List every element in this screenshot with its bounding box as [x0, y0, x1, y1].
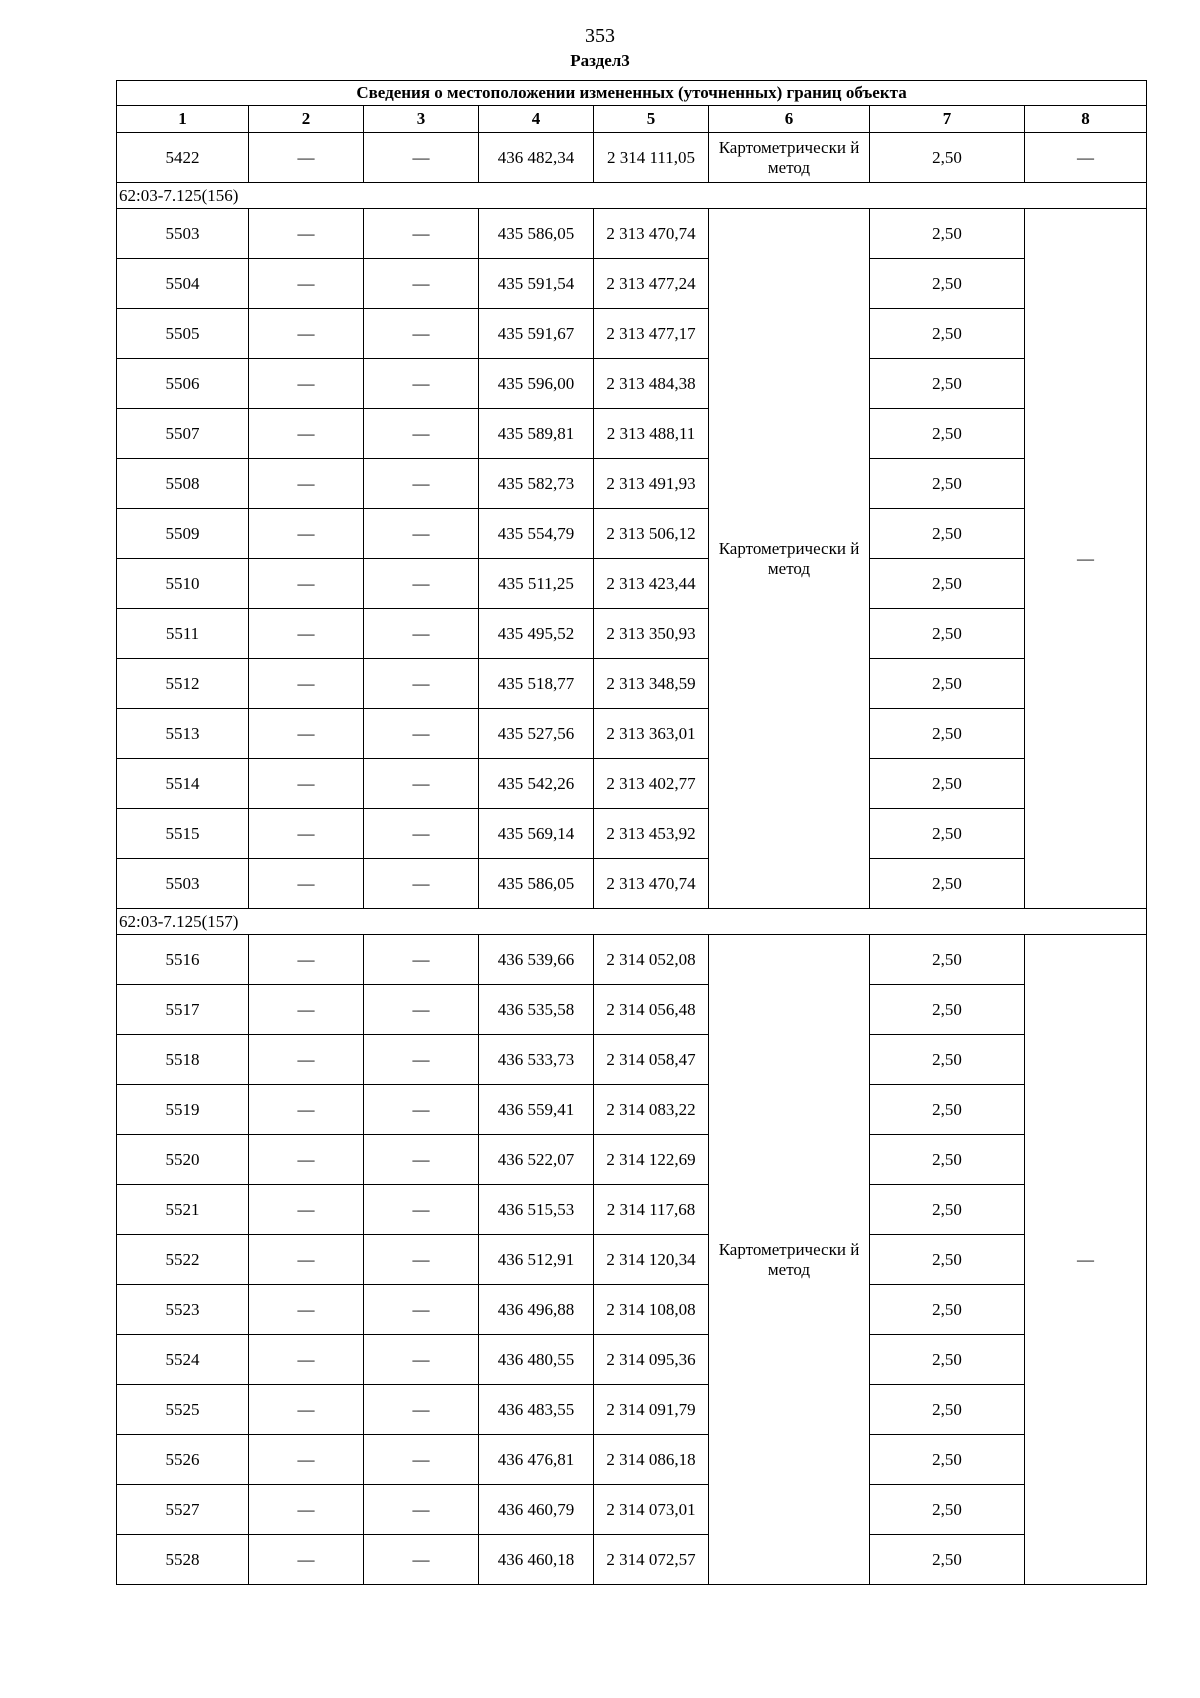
column-3-cell: —	[364, 459, 479, 509]
point-number-cell: 5511	[117, 609, 249, 659]
column-2-cell: —	[249, 133, 364, 183]
column-3-cell: —	[364, 859, 479, 909]
x-coordinate-cell: 436 480,55	[479, 1335, 594, 1385]
column-3-cell: —	[364, 509, 479, 559]
column-3-cell: —	[364, 1135, 479, 1185]
column-2-cell: —	[249, 1035, 364, 1085]
point-number-cell: 5517	[117, 985, 249, 1035]
table-row	[117, 409, 1147, 459]
column-3-cell: —	[364, 1085, 479, 1135]
column-2-cell: —	[249, 1135, 364, 1185]
column-3-cell: —	[364, 259, 479, 309]
accuracy-cell: 2,50	[870, 559, 1025, 609]
point-number-cell: 5524	[117, 1335, 249, 1385]
column-3-cell: —	[364, 809, 479, 859]
column-2-cell: —	[249, 1235, 364, 1285]
column-2-cell: —	[249, 359, 364, 409]
accuracy-cell: 2,50	[870, 659, 1025, 709]
point-number-cell: 5525	[117, 1385, 249, 1435]
point-number-cell: 5507	[117, 409, 249, 459]
column-8-cell: —	[1025, 133, 1147, 183]
column-2-cell: —	[249, 209, 364, 259]
x-coordinate-cell: 436 535,58	[479, 985, 594, 1035]
y-coordinate-cell: 2 313 477,17	[594, 309, 709, 359]
accuracy-cell: 2,50	[870, 259, 1025, 309]
column-number: 2	[249, 106, 364, 133]
x-coordinate-cell: 435 596,00	[479, 359, 594, 409]
y-coordinate-cell: 2 313 470,74	[594, 859, 709, 909]
table-row	[117, 259, 1147, 309]
boundary-coordinates-table	[116, 80, 1147, 1585]
x-coordinate-cell: 435 591,67	[479, 309, 594, 359]
page-number: 353	[585, 25, 615, 47]
x-coordinate-cell: 435 591,54	[479, 259, 594, 309]
column-3-cell: —	[364, 759, 479, 809]
point-number-cell: 5503	[117, 859, 249, 909]
x-coordinate-cell: 436 522,07	[479, 1135, 594, 1185]
x-coordinate-cell: 435 589,81	[479, 409, 594, 459]
point-number-cell: 5528	[117, 1535, 249, 1585]
column-3-cell: —	[364, 1385, 479, 1435]
accuracy-cell: 2,50	[870, 1535, 1025, 1585]
table-row	[117, 1185, 1147, 1235]
column-2-cell: —	[249, 559, 364, 609]
column-2-cell: —	[249, 1535, 364, 1585]
x-coordinate-cell: 435 586,05	[479, 209, 594, 259]
y-coordinate-cell: 2 314 056,48	[594, 985, 709, 1035]
column-8-cell: —	[1025, 209, 1147, 909]
group-label: 62:03-7.125(157)	[117, 909, 1147, 935]
column-number: 4	[479, 106, 594, 133]
column-2-cell: —	[249, 309, 364, 359]
x-coordinate-cell: 436 559,41	[479, 1085, 594, 1135]
x-coordinate-cell: 436 482,34	[479, 133, 594, 183]
method-cell: Картометрически й метод	[709, 133, 870, 183]
x-coordinate-cell: 435 518,77	[479, 659, 594, 709]
column-3-cell: —	[364, 309, 479, 359]
column-3-cell: —	[364, 209, 479, 259]
column-3-cell: —	[364, 359, 479, 409]
x-coordinate-cell: 435 582,73	[479, 459, 594, 509]
column-2-cell: —	[249, 409, 364, 459]
table-row	[117, 659, 1147, 709]
column-3-cell: —	[364, 659, 479, 709]
column-2-cell: —	[249, 609, 364, 659]
point-number-cell: 5512	[117, 659, 249, 709]
column-2-cell: —	[249, 709, 364, 759]
column-3-cell: —	[364, 1285, 479, 1335]
point-number-cell: 5527	[117, 1485, 249, 1535]
table-row	[117, 1135, 1147, 1185]
y-coordinate-cell: 2 313 488,11	[594, 409, 709, 459]
y-coordinate-cell: 2 314 052,08	[594, 935, 709, 985]
table-row	[117, 1035, 1147, 1085]
x-coordinate-cell: 436 476,81	[479, 1435, 594, 1485]
point-number-cell: 5519	[117, 1085, 249, 1135]
column-3-cell: —	[364, 1485, 479, 1535]
y-coordinate-cell: 2 313 423,44	[594, 559, 709, 609]
y-coordinate-cell: 2 313 506,12	[594, 509, 709, 559]
accuracy-cell: 2,50	[870, 459, 1025, 509]
column-2-cell: —	[249, 1335, 364, 1385]
column-3-cell: —	[364, 1235, 479, 1285]
column-2-cell: —	[249, 1435, 364, 1485]
point-number-cell: 5422	[117, 133, 249, 183]
table-row	[117, 359, 1147, 409]
method-cell: Картометрически й метод	[709, 209, 870, 909]
y-coordinate-cell: 2 314 095,36	[594, 1335, 709, 1385]
group-header-row	[117, 909, 1147, 935]
column-3-cell: —	[364, 409, 479, 459]
x-coordinate-cell: 435 495,52	[479, 609, 594, 659]
y-coordinate-cell: 2 314 086,18	[594, 1435, 709, 1485]
column-2-cell: —	[249, 659, 364, 709]
column-2-cell: —	[249, 509, 364, 559]
column-3-cell: —	[364, 1435, 479, 1485]
table-row	[117, 1385, 1147, 1435]
column-number: 3	[364, 106, 479, 133]
accuracy-cell: 2,50	[870, 1185, 1025, 1235]
x-coordinate-cell: 436 483,55	[479, 1385, 594, 1435]
accuracy-cell: 2,50	[870, 409, 1025, 459]
y-coordinate-cell: 2 314 083,22	[594, 1085, 709, 1135]
point-number-cell: 5508	[117, 459, 249, 509]
table-row	[117, 309, 1147, 359]
x-coordinate-cell: 435 511,25	[479, 559, 594, 609]
x-coordinate-cell: 436 460,79	[479, 1485, 594, 1535]
column-2-cell: —	[249, 935, 364, 985]
accuracy-cell: 2,50	[870, 1285, 1025, 1335]
table-row	[117, 759, 1147, 809]
column-8-cell: —	[1025, 935, 1147, 1585]
column-2-cell: —	[249, 1085, 364, 1135]
column-number: 7	[870, 106, 1025, 133]
point-number-cell: 5505	[117, 309, 249, 359]
accuracy-cell: 2,50	[870, 935, 1025, 985]
column-3-cell: —	[364, 1035, 479, 1085]
y-coordinate-cell: 2 314 073,01	[594, 1485, 709, 1535]
point-number-cell: 5510	[117, 559, 249, 609]
y-coordinate-cell: 2 313 491,93	[594, 459, 709, 509]
table-caption: Сведения о местоположении измененных (уточненных) границ объекта	[117, 81, 1147, 106]
table-row	[117, 709, 1147, 759]
table-row	[117, 509, 1147, 559]
table-row	[117, 1485, 1147, 1535]
y-coordinate-cell: 2 313 453,92	[594, 809, 709, 859]
point-number-cell: 5516	[117, 935, 249, 985]
column-3-cell: —	[364, 709, 479, 759]
x-coordinate-cell: 435 542,26	[479, 759, 594, 809]
x-coordinate-cell: 435 586,05	[479, 859, 594, 909]
point-number-cell: 5515	[117, 809, 249, 859]
accuracy-cell: 2,50	[870, 1385, 1025, 1435]
x-coordinate-cell: 435 527,56	[479, 709, 594, 759]
table-row	[117, 809, 1147, 859]
accuracy-cell: 2,50	[870, 309, 1025, 359]
point-number-cell: 5521	[117, 1185, 249, 1235]
accuracy-cell: 2,50	[870, 1485, 1025, 1535]
y-coordinate-cell: 2 314 117,68	[594, 1185, 709, 1235]
accuracy-cell: 2,50	[870, 759, 1025, 809]
table-row	[117, 1085, 1147, 1135]
y-coordinate-cell: 2 313 350,93	[594, 609, 709, 659]
accuracy-cell: 2,50	[870, 133, 1025, 183]
accuracy-cell: 2,50	[870, 509, 1025, 559]
table-row	[117, 609, 1147, 659]
y-coordinate-cell: 2 314 120,34	[594, 1235, 709, 1285]
group-label: 62:03-7.125(156)	[117, 183, 1147, 209]
column-3-cell: —	[364, 1335, 479, 1385]
y-coordinate-cell: 2 314 122,69	[594, 1135, 709, 1185]
y-coordinate-cell: 2 314 072,57	[594, 1535, 709, 1585]
column-2-cell: —	[249, 1485, 364, 1535]
table-row	[117, 985, 1147, 1035]
accuracy-cell: 2,50	[870, 1235, 1025, 1285]
point-number-cell: 5514	[117, 759, 249, 809]
y-coordinate-cell: 2 313 484,38	[594, 359, 709, 409]
table-row	[117, 1435, 1147, 1485]
column-3-cell: —	[364, 935, 479, 985]
y-coordinate-cell: 2 314 091,79	[594, 1385, 709, 1435]
group-header-row	[117, 183, 1147, 209]
x-coordinate-cell: 436 515,53	[479, 1185, 594, 1235]
point-number-cell: 5503	[117, 209, 249, 259]
accuracy-cell: 2,50	[870, 609, 1025, 659]
accuracy-cell: 2,50	[870, 985, 1025, 1035]
accuracy-cell: 2,50	[870, 359, 1025, 409]
column-number: 6	[709, 106, 870, 133]
point-number-cell: 5522	[117, 1235, 249, 1285]
column-3-cell: —	[364, 133, 479, 183]
point-number-cell: 5506	[117, 359, 249, 409]
column-3-cell: —	[364, 609, 479, 659]
point-number-cell: 5509	[117, 509, 249, 559]
column-number: 8	[1025, 106, 1147, 133]
point-number-cell: 5523	[117, 1285, 249, 1335]
column-number-row	[117, 106, 1147, 133]
table-row	[117, 459, 1147, 509]
accuracy-cell: 2,50	[870, 1435, 1025, 1485]
y-coordinate-cell: 2 313 348,59	[594, 659, 709, 709]
column-2-cell: —	[249, 985, 364, 1035]
y-coordinate-cell: 2 314 108,08	[594, 1285, 709, 1335]
table-row	[117, 859, 1147, 909]
x-coordinate-cell: 436 533,73	[479, 1035, 594, 1085]
y-coordinate-cell: 2 313 477,24	[594, 259, 709, 309]
y-coordinate-cell: 2 313 402,77	[594, 759, 709, 809]
x-coordinate-cell: 435 569,14	[479, 809, 594, 859]
method-cell: Картометрически й метод	[709, 935, 870, 1585]
y-coordinate-cell: 2 314 058,47	[594, 1035, 709, 1085]
accuracy-cell: 2,50	[870, 859, 1025, 909]
x-coordinate-cell: 435 554,79	[479, 509, 594, 559]
section-title: Раздел3	[570, 51, 630, 70]
y-coordinate-cell: 2 313 363,01	[594, 709, 709, 759]
accuracy-cell: 2,50	[870, 1335, 1025, 1385]
column-2-cell: —	[249, 809, 364, 859]
point-number-cell: 5518	[117, 1035, 249, 1085]
accuracy-cell: 2,50	[870, 209, 1025, 259]
column-2-cell: —	[249, 259, 364, 309]
column-2-cell: —	[249, 859, 364, 909]
column-3-cell: —	[364, 1535, 479, 1585]
column-number: 1	[117, 106, 249, 133]
accuracy-cell: 2,50	[870, 809, 1025, 859]
y-coordinate-cell: 2 314 111,05	[594, 133, 709, 183]
x-coordinate-cell: 436 512,91	[479, 1235, 594, 1285]
accuracy-cell: 2,50	[870, 709, 1025, 759]
point-number-cell: 5504	[117, 259, 249, 309]
column-3-cell: —	[364, 985, 479, 1035]
x-coordinate-cell: 436 496,88	[479, 1285, 594, 1335]
x-coordinate-cell: 436 539,66	[479, 935, 594, 985]
table-caption-row	[117, 81, 1147, 106]
table-row	[117, 1285, 1147, 1335]
column-3-cell: —	[364, 1185, 479, 1235]
column-2-cell: —	[249, 1385, 364, 1435]
column-2-cell: —	[249, 459, 364, 509]
column-2-cell: —	[249, 1185, 364, 1235]
column-number: 5	[594, 106, 709, 133]
accuracy-cell: 2,50	[870, 1035, 1025, 1085]
point-number-cell: 5513	[117, 709, 249, 759]
point-number-cell: 5520	[117, 1135, 249, 1185]
table-row	[117, 559, 1147, 609]
accuracy-cell: 2,50	[870, 1135, 1025, 1185]
table-row	[117, 1535, 1147, 1585]
table-row	[117, 935, 1147, 985]
column-2-cell: —	[249, 759, 364, 809]
x-coordinate-cell: 436 460,18	[479, 1535, 594, 1585]
column-3-cell: —	[364, 559, 479, 609]
column-2-cell: —	[249, 1285, 364, 1335]
y-coordinate-cell: 2 313 470,74	[594, 209, 709, 259]
accuracy-cell: 2,50	[870, 1085, 1025, 1135]
table-row	[117, 1235, 1147, 1285]
table-row	[117, 133, 1147, 183]
table-row	[117, 209, 1147, 259]
table-row	[117, 1335, 1147, 1385]
point-number-cell: 5526	[117, 1435, 249, 1485]
